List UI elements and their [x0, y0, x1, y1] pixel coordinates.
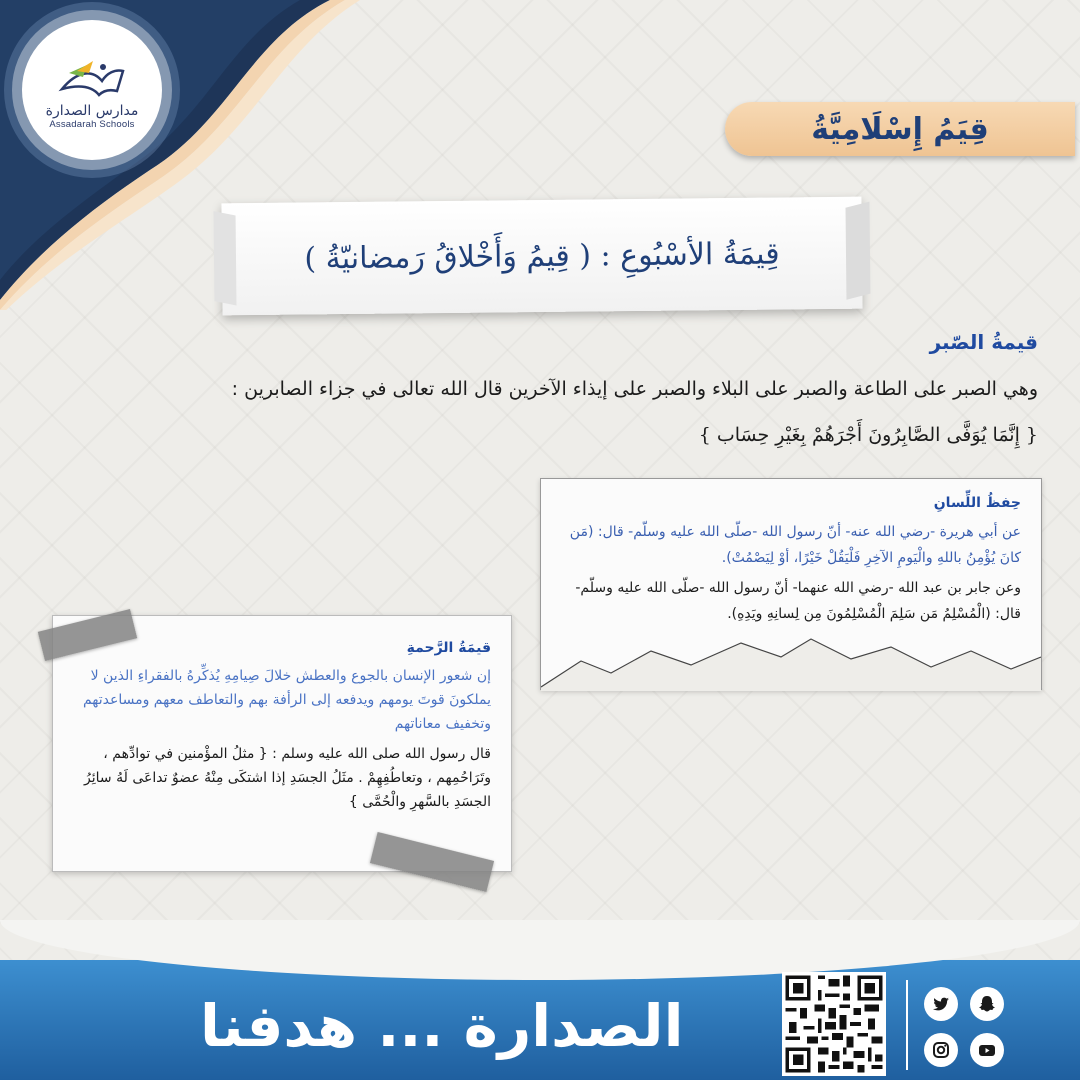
footer-slogan: الصدارة ... هدفنا	[200, 992, 684, 1060]
youtube-icon	[977, 1040, 997, 1060]
section-title: قِيَمُ إِسْلَامِيَّةُ	[811, 111, 989, 147]
instagram-icon	[931, 1040, 951, 1060]
instagram-link[interactable]	[924, 1033, 958, 1067]
snapchat-icon	[977, 994, 997, 1014]
twitter-icon	[931, 994, 951, 1014]
lisan-card	[540, 478, 1042, 690]
twitter-link[interactable]	[924, 987, 958, 1021]
rahma-text: إن شعور الإنسان بالجوع والعطش خلالَ صِيامِهِ يُذكِّرهُ بالفقراءِ الذين لا يملكونَ قوتَ يومهم ويدفعه إلى الرأفة بهم والتعاطف معهم ومساعدتهم وتخفيف معاناتهم	[82, 668, 491, 732]
lisan-hadith-1: عن أبي هريرة -رضي الله عنه- أنّ رسول الله -صلّى الله عليه وسلّم- قال: (مَن كانَ يُؤْمِنُ باللهِ والْيَومِ الآخِرِ فَلْيَقُلْ خَيْرًا، أوْ لِيَصْمُتْ).	[569, 524, 1021, 566]
sabr-heading: قيمةُ الصّبر	[929, 330, 1038, 354]
rahma-heading: قيمَةُ الرَّحمةِ	[406, 640, 491, 656]
sabr-text: وهي الصبر على الطاعة والصبر على البلاء والصبر على إيذاء الآخرين قال الله تعالى في جزاء الصابرين :	[231, 378, 1038, 400]
lisan-hadith-2: وعن جابر بن عبد الله -رضي الله عنهما- أنّ رسول الله -صلّى الله عليه وسلّم- قال: (الْمُسْلِمُ مَن سَلِمَ الْمُسْلِمُونَ مِن لِسانِهِ ويَدِهِ).	[575, 580, 1021, 622]
torn-paper-edge	[541, 621, 1041, 691]
sabr-verse: { إِنَّمَا يُوَفَّى الصَّابِرُونَ أَجْرَهُمْ بِغَيْرِ حِسَاب }	[698, 424, 1038, 446]
lisan-heading: حِفظُ اللِّسانِ	[933, 495, 1021, 511]
logo-name-en: Assadarah Schools	[49, 118, 135, 130]
qr-code-icon[interactable]	[782, 972, 886, 1076]
rahma-card	[52, 615, 512, 872]
week-value-card	[221, 197, 862, 316]
book-icon	[57, 59, 127, 99]
footer-divider	[906, 980, 908, 1070]
youtube-link[interactable]	[970, 1033, 1004, 1067]
rahma-hadith: قال رسول الله صلى الله عليه وسلم : { مثلُ المؤْمنين في توادِّهم ، وتَرَاحُمِهم ، وتعاطُفِهِمْ . مثَلُ الجسَدِ إذا اشتكَى مِنْهُ عضوٌ تداعَى لَهُ سائِرُ الجسَدِ بالسَّهرِ والْحُمَّى }	[84, 746, 491, 810]
logo-name-ar: مدارس الصدارة	[45, 102, 139, 119]
snapchat-link[interactable]	[970, 987, 1004, 1021]
week-title: قِيمَةُ الأسْبُوعِ : ( قِيمُ وَأَخْلاقُ رَمضانيّةُ )	[304, 236, 780, 276]
school-logo	[22, 20, 162, 160]
section-banner	[725, 102, 1075, 156]
